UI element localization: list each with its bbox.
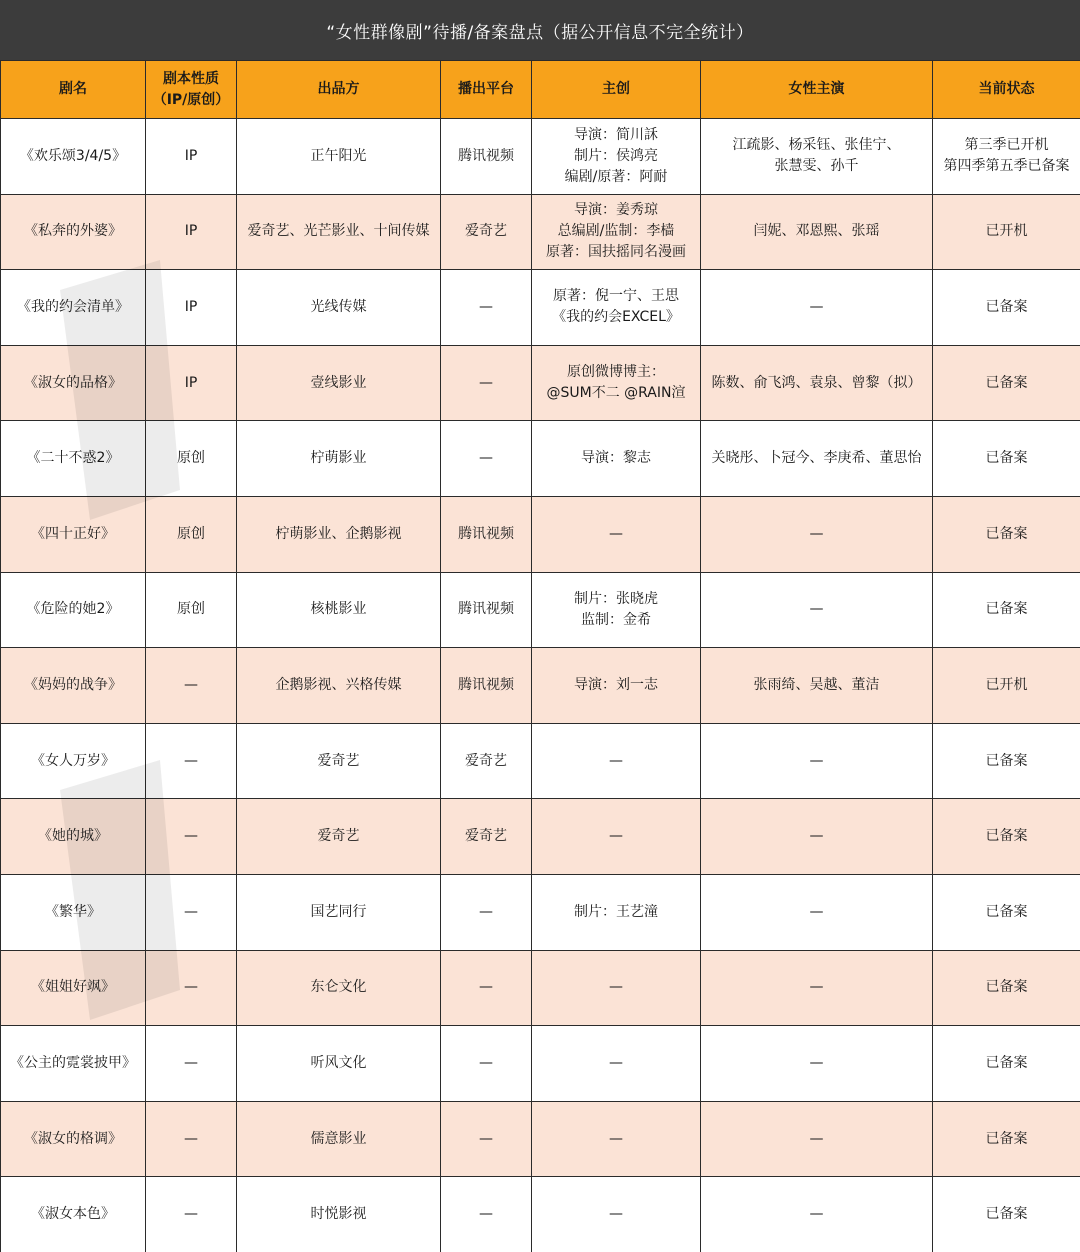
table-row: [1, 270, 1080, 346]
cell-script-type: —: [146, 723, 237, 799]
cell-creators: 制片：张晓虎 监制：金希: [532, 572, 701, 648]
table-row: [1, 496, 1080, 572]
cell-platform: 腾讯视频: [441, 648, 532, 724]
cell-status: 已备案: [933, 1177, 1080, 1252]
header-script-type: 剧本性质 （IP/原创）: [146, 61, 237, 119]
cell-creators: —: [532, 1026, 701, 1102]
cell-creators: —: [532, 723, 701, 799]
cell-script-type: —: [146, 874, 237, 950]
cell-platform: 腾讯视频: [441, 119, 532, 195]
cell-leads: —: [701, 496, 933, 572]
cell-status: 已开机: [933, 194, 1080, 270]
cell-creators: 导演：黎志: [532, 421, 701, 497]
cell-creators: —: [532, 1101, 701, 1177]
cell-creators: —: [532, 799, 701, 875]
table-row: [1, 345, 1080, 421]
cell-leads: —: [701, 1177, 933, 1252]
header-creators: 主创: [532, 61, 701, 119]
table-row: [1, 799, 1080, 875]
cell-creators: 制片：王艺潼: [532, 874, 701, 950]
table-row: [1, 421, 1080, 497]
cell-leads: —: [701, 1101, 933, 1177]
cell-platform: —: [441, 1026, 532, 1102]
cell-leads: —: [701, 572, 933, 648]
header-leads: 女性主演: [701, 61, 933, 119]
cell-producer: 国艺同行: [237, 874, 441, 950]
cell-creators: —: [532, 950, 701, 1026]
table-row: [1, 1177, 1080, 1252]
cell-platform: —: [441, 421, 532, 497]
cell-producer: 壹线影业: [237, 345, 441, 421]
cell-leads: —: [701, 270, 933, 346]
cell-title: 《我的约会清单》: [1, 270, 146, 346]
cell-title: 《危险的她2》: [1, 572, 146, 648]
cell-title: 《妈妈的战争》: [1, 648, 146, 724]
header-status: 当前状态: [933, 61, 1080, 119]
cell-status: 第三季已开机 第四季第五季已备案: [933, 119, 1080, 195]
table-row: [1, 572, 1080, 648]
cell-title: 《她的城》: [1, 799, 146, 875]
table-row: [1, 950, 1080, 1026]
cell-title: 《欢乐颂3/4/5》: [1, 119, 146, 195]
cell-creators: 原著：倪一宁、王思 《我的约会EXCEL》: [532, 270, 701, 346]
cell-script-type: IP: [146, 194, 237, 270]
cell-leads: —: [701, 723, 933, 799]
cell-leads: —: [701, 950, 933, 1026]
cell-leads: 陈数、俞飞鸿、袁泉、曾黎（拟）: [701, 345, 933, 421]
cell-platform: —: [441, 345, 532, 421]
table-row: [1, 1026, 1080, 1102]
cell-producer: 东仑文化: [237, 950, 441, 1026]
cell-platform: —: [441, 1101, 532, 1177]
cell-script-type: 原创: [146, 496, 237, 572]
cell-status: 已备案: [933, 270, 1080, 346]
header-title: 剧名: [1, 61, 146, 119]
cell-title: 《公主的霓裳披甲》: [1, 1026, 146, 1102]
cell-creators: 原创微博博主： @SUM不二 @RAIN渲: [532, 345, 701, 421]
cell-producer: 儒意影业: [237, 1101, 441, 1177]
cell-producer: 听风文化: [237, 1026, 441, 1102]
cell-creators: —: [532, 1177, 701, 1252]
cell-platform: —: [441, 1177, 532, 1252]
cell-producer: 爱奇艺、光芒影业、十间传媒: [237, 194, 441, 270]
cell-creators: 导演：刘一志: [532, 648, 701, 724]
cell-platform: 爱奇艺: [441, 799, 532, 875]
drama-table: [0, 60, 1080, 1252]
cell-script-type: —: [146, 1177, 237, 1252]
table-row: [1, 194, 1080, 270]
cell-script-type: 原创: [146, 572, 237, 648]
cell-status: 已备案: [933, 1101, 1080, 1177]
table-row: [1, 119, 1080, 195]
cell-script-type: IP: [146, 345, 237, 421]
cell-status: 已备案: [933, 723, 1080, 799]
cell-producer: 爱奇艺: [237, 799, 441, 875]
cell-leads: —: [701, 874, 933, 950]
cell-title: 《姐姐好飒》: [1, 950, 146, 1026]
cell-leads: —: [701, 1026, 933, 1102]
cell-producer: 企鹅影视、兴格传媒: [237, 648, 441, 724]
header-platform: 播出平台: [441, 61, 532, 119]
cell-status: 已备案: [933, 874, 1080, 950]
cell-status: 已备案: [933, 345, 1080, 421]
cell-status: 已备案: [933, 496, 1080, 572]
cell-platform: —: [441, 950, 532, 1026]
cell-leads: 闫妮、邓恩熙、张瑶: [701, 194, 933, 270]
table-row: [1, 1101, 1080, 1177]
cell-script-type: —: [146, 799, 237, 875]
cell-script-type: IP: [146, 270, 237, 346]
cell-status: 已备案: [933, 421, 1080, 497]
cell-title: 《女人万岁》: [1, 723, 146, 799]
cell-platform: 爱奇艺: [441, 723, 532, 799]
header-row: [1, 61, 1080, 119]
table-row: [1, 874, 1080, 950]
cell-producer: 核桃影业: [237, 572, 441, 648]
cell-leads: 张雨绮、吴越、董洁: [701, 648, 933, 724]
cell-script-type: IP: [146, 119, 237, 195]
cell-platform: 爱奇艺: [441, 194, 532, 270]
cell-creators: 导演：姜秀琼 总编剧/监制：李樯 原著：国扶摇同名漫画: [532, 194, 701, 270]
cell-creators: —: [532, 496, 701, 572]
cell-title: 《私奔的外婆》: [1, 194, 146, 270]
cell-producer: 柠萌影业、企鹅影视: [237, 496, 441, 572]
cell-status: 已备案: [933, 950, 1080, 1026]
table-row: [1, 648, 1080, 724]
cell-producer: 柠萌影业: [237, 421, 441, 497]
cell-script-type: —: [146, 1101, 237, 1177]
table-title: “女性群像剧”待播/备案盘点（据公开信息不完全统计）: [0, 0, 1080, 60]
cell-script-type: —: [146, 648, 237, 724]
cell-script-type: 原创: [146, 421, 237, 497]
cell-leads: 关晓彤、卜冠今、李庚希、董思怡: [701, 421, 933, 497]
cell-title: 《淑女的格调》: [1, 1101, 146, 1177]
cell-creators: 导演：简川訸 制片：侯鸿亮 编剧/原著：阿耐: [532, 119, 701, 195]
cell-producer: 时悦影视: [237, 1177, 441, 1252]
cell-title: 《二十不惑2》: [1, 421, 146, 497]
header-producer: 出品方: [237, 61, 441, 119]
cell-producer: 爱奇艺: [237, 723, 441, 799]
cell-producer: 正午阳光: [237, 119, 441, 195]
table-row: [1, 723, 1080, 799]
cell-title: 《四十正好》: [1, 496, 146, 572]
cell-status: 已备案: [933, 572, 1080, 648]
cell-title: 《淑女的品格》: [1, 345, 146, 421]
cell-platform: —: [441, 874, 532, 950]
cell-status: 已备案: [933, 1026, 1080, 1102]
cell-platform: 腾讯视频: [441, 496, 532, 572]
cell-leads: 江疏影、杨采钰、张佳宁、 张慧雯、孙千: [701, 119, 933, 195]
cell-script-type: —: [146, 1026, 237, 1102]
cell-platform: 腾讯视频: [441, 572, 532, 648]
cell-script-type: —: [146, 950, 237, 1026]
cell-platform: —: [441, 270, 532, 346]
cell-leads: —: [701, 799, 933, 875]
cell-title: 《淑女本色》: [1, 1177, 146, 1252]
cell-status: 已开机: [933, 648, 1080, 724]
cell-status: 已备案: [933, 799, 1080, 875]
cell-producer: 光线传媒: [237, 270, 441, 346]
cell-title: 《繁华》: [1, 874, 146, 950]
